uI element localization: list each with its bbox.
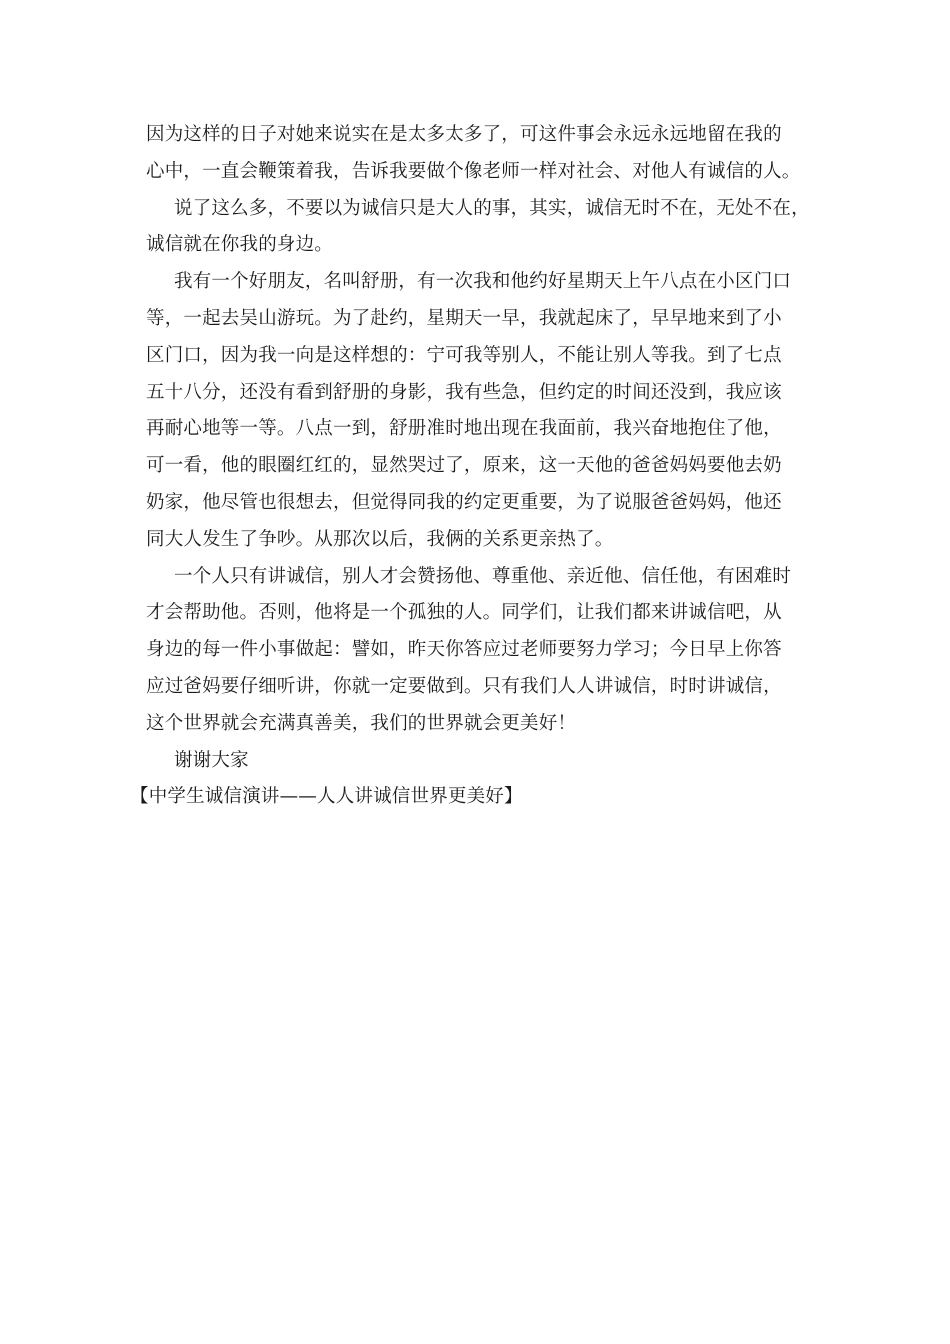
text-line-3: 说了这么多，不要以为诚信只是大人的事，其实，诚信无时不在，无处不在，: [174, 197, 810, 219]
text-line-14: 才会帮助他。否则，他将是一个孤独的人。同学们，让我们都来讲诚信吧，从: [146, 602, 782, 624]
text-line-4: 诚信就在你我的身边。: [146, 234, 334, 256]
text-line-7: 区门口，因为我一向是这样想的：宁可我等别人，不能让别人等我。到了七点: [146, 344, 782, 366]
text-line-5: 我有一个好朋友，名叫舒册，有一次我和他约好星期天上午八点在小区门口: [174, 271, 792, 293]
text-line-12: 同大人发生了争吵。从那次以后，我俩的关系更亲热了。: [146, 528, 614, 550]
text-line-10: 可一看，他的眼圈红红的，显然哭过了，原来，这一天他的爸爸妈妈要他去奶: [146, 455, 782, 477]
text-line-8: 五十八分，还没有看到舒册的身影，我有些急，但约定的时间还没到，我应该: [146, 381, 782, 403]
text-line-9: 再耐心地等一等。八点一到，舒册准时地出现在我面前，我兴奋地抱住了他，: [146, 418, 782, 440]
text-line-1: 因为这样的日子对她来说实在是太多太多了，可这件事会永远永远地留在我的: [146, 124, 782, 145]
text-line-17: 这个世界就会充满真善美，我们的世界就会更美好！: [146, 712, 577, 734]
text-line-6: 等，一起去吴山游玩。为了赴约，星期天一早，我就起床了，早早地来到了小: [146, 307, 782, 329]
closing-thanks: 谢谢大家: [174, 749, 249, 771]
document-footer-title: 【中学生诚信演讲——人人讲诚信世界更美好】: [130, 786, 523, 808]
text-line-15: 身边的每一件小事做起：譬如，昨天你答应过老师要努力学习；今日早上你答: [146, 639, 782, 661]
text-line-2: 心中，一直会鞭策着我，告诉我要做个像老师一样对社会、对他人有诚信的人。: [146, 160, 801, 182]
text-line-11: 奶家，他尽管也很想去，但觉得同我的约定更重要，为了说服爸爸妈妈，他还: [146, 491, 782, 513]
text-line-13: 一个人只有讲诚信，别人才会赞扬他、尊重他、亲近他、信任他，有困难时: [174, 565, 792, 587]
speech-text: [130, 117, 826, 816]
text-line-16: 应过爸妈要仔细听讲，你就一定要做到。只有我们人人讲诚信，时时讲诚信，: [146, 675, 782, 697]
